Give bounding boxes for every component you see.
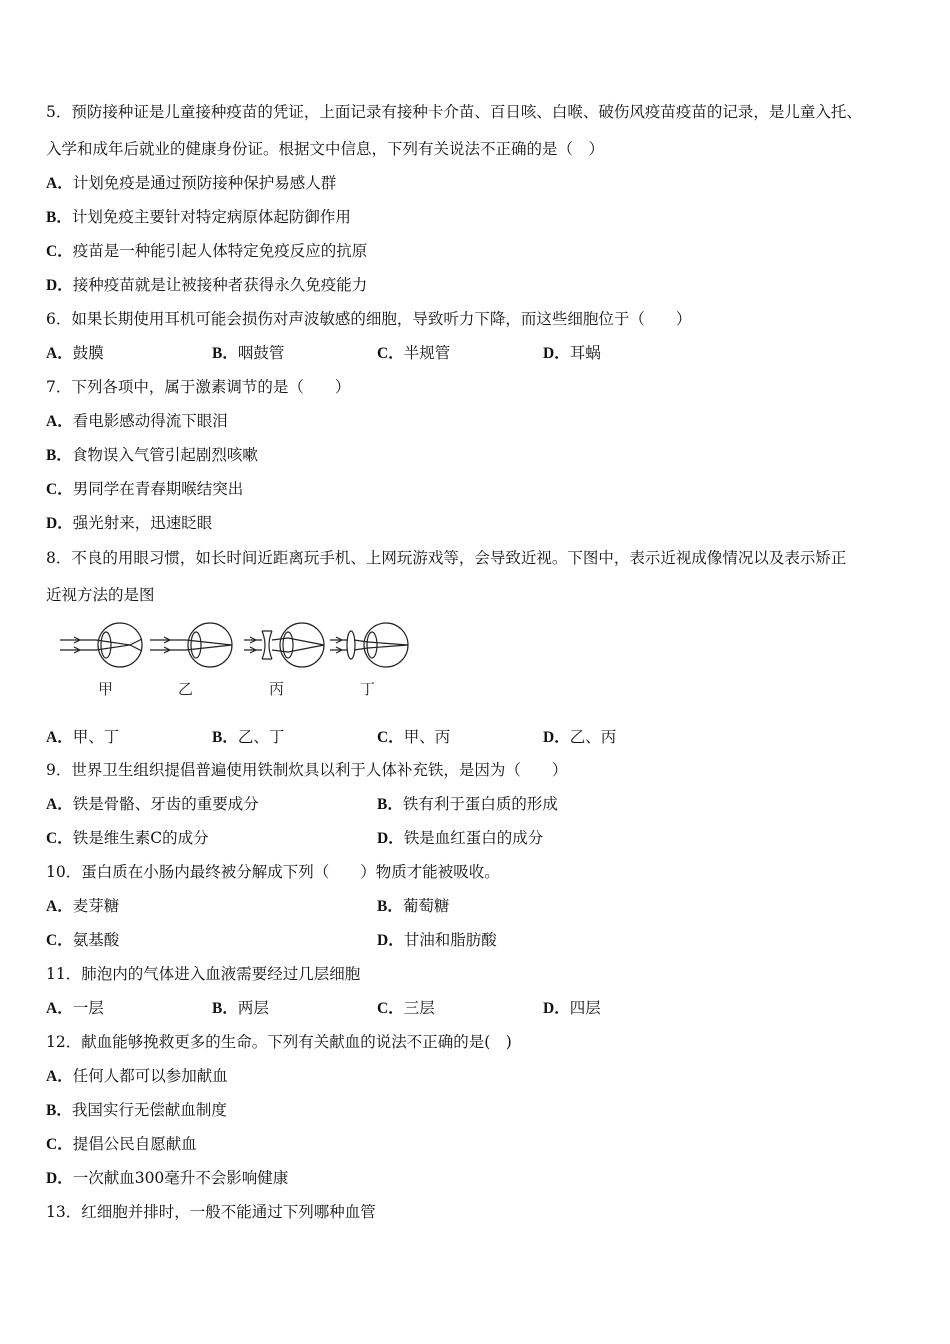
option-text: 鼓膜 (72, 344, 104, 362)
q11-option-b (212, 998, 269, 1019)
q10-option-c (46, 930, 119, 951)
q9-option-a (46, 794, 259, 815)
q11-option-c (377, 998, 435, 1019)
option-text: 一层 (72, 999, 104, 1017)
option-text: 咽鼓管 (237, 344, 285, 362)
option-text: 疫苗是一种能引起人体特定免疫反应的抗原 (72, 242, 368, 260)
option-label: A． (46, 796, 73, 813)
q12-option-c (46, 1134, 197, 1155)
q6-option-c (377, 343, 450, 364)
option-label: D． (377, 932, 404, 949)
option-text: 乙、丙 (569, 728, 617, 746)
option-label: B． (212, 729, 238, 746)
option-text: 计划免疫是通过预防接种保护易感人群 (72, 174, 337, 192)
q5-option-d (46, 275, 367, 296)
q11-option-a (46, 998, 104, 1019)
option-text: 我国实行无偿献血制度 (71, 1101, 227, 1119)
option-label: C． (377, 729, 404, 746)
q7-stem: 7．下列各项中，属于激素调节的是（ ） (46, 378, 351, 396)
q12-option-a (46, 1066, 228, 1087)
option-text: 接种疫苗就是让被接种者获得永久免疫能力 (72, 276, 368, 294)
option-text: 半规管 (403, 344, 451, 362)
option-label: C． (46, 830, 73, 847)
q8-option-d (543, 727, 616, 748)
q11-option-d (543, 998, 601, 1019)
q12-option-b (46, 1100, 227, 1121)
option-text: 铁是维生素C的成分 (72, 829, 209, 847)
figure-label-ding: 丁 (360, 680, 376, 698)
q11-stem: 11．肺泡内的气体进入血液需要经过几层细胞 (46, 965, 361, 983)
option-label: A． (46, 345, 73, 362)
q6-option-d (543, 343, 601, 364)
q10-option-d (377, 930, 497, 951)
q9-option-b (377, 794, 558, 815)
eye-diagram-figure (56, 622, 416, 700)
option-text: 铁是骨骼、牙齿的重要成分 (72, 795, 259, 813)
option-text: 任何人都可以参加献血 (72, 1067, 228, 1085)
option-label: A． (46, 413, 73, 430)
option-label: A． (46, 1000, 73, 1017)
option-label: B． (377, 898, 403, 915)
option-text: 强光射来，迅速眨眼 (72, 514, 213, 532)
q8-option-c (377, 727, 450, 748)
q12-stem: 12．献血能够挽救更多的生命。下列有关献血的说法不正确的是( ) (46, 1033, 512, 1051)
option-label: D． (46, 1170, 73, 1187)
q9-stem: 9．世界卫生组织提倡普遍使用铁制炊具以利于人体补充铁，是因为（ ） (46, 761, 568, 779)
option-label: D． (543, 345, 570, 362)
option-text: 甲、丁 (72, 728, 120, 746)
eye-diagram-yi (150, 623, 232, 667)
q5-option-c (46, 241, 367, 262)
option-label: D． (543, 729, 570, 746)
option-label: A． (46, 898, 73, 915)
q13-stem: 13．红细胞并排时，一般不能通过下列哪种血管 (46, 1203, 376, 1221)
option-text: 三层 (403, 999, 435, 1017)
q5-stem-line2: 入学和成年后就业的健康身份证。根据文中信息，下列有关说法不正确的是（ ） (46, 140, 605, 158)
option-label: A． (46, 1068, 73, 1085)
q8-stem-line2: 近视方法的是图 (46, 586, 155, 604)
option-label: B． (212, 345, 238, 362)
q10-option-a (46, 896, 119, 917)
q7-option-a (46, 411, 228, 432)
q7-option-b (46, 445, 258, 466)
option-label: C． (46, 1136, 73, 1153)
figure-label-yi: 乙 (178, 680, 194, 698)
option-label: B． (46, 447, 72, 464)
eye-diagram-ding (330, 623, 408, 667)
option-label: B． (377, 796, 403, 813)
option-text: 铁有利于蛋白质的形成 (402, 795, 558, 813)
option-text: 食物误入气管引起剧烈咳嗽 (71, 446, 258, 464)
option-text: 麦芽糖 (72, 897, 120, 915)
q8-stem-line1: 8．不良的用眼习惯，如长时间近距离玩手机、上网玩游戏等，会导致近视。下图中，表示近视成像情况以及表示矫正 (46, 549, 847, 567)
option-text: 提倡公民自愿献血 (72, 1135, 197, 1153)
q7-option-c (46, 479, 243, 500)
q6-option-a (46, 343, 104, 364)
option-label: C． (46, 481, 73, 498)
option-label: C． (377, 1000, 404, 1017)
q5-option-a (46, 173, 336, 194)
option-text: 计划免疫主要针对特定病原体起防御作用 (71, 208, 351, 226)
option-text: 乙、丁 (237, 728, 285, 746)
option-text: 甲、丙 (403, 728, 451, 746)
q8-option-b (212, 727, 284, 748)
option-text: 两层 (237, 999, 269, 1017)
option-label: D． (46, 277, 73, 294)
q9-option-c (46, 828, 209, 849)
option-label: D． (46, 515, 73, 532)
figure-label-jia: 甲 (98, 680, 114, 698)
eye-diagram-jia (60, 623, 142, 667)
q5-stem-line1: 5．预防接种证是儿童接种疫苗的凭证，上面记录有接种卡介苗、百日咳、白喉、破伤风疫苗疫苗的记录，是儿童入托、 (46, 103, 862, 121)
q10-option-b (377, 896, 449, 917)
q10-stem: 10．蛋白质在小肠内最终被分解成下列（ ）物质才能被吸收。 (46, 863, 500, 881)
q7-option-d (46, 513, 212, 534)
option-text: 甘油和脂肪酸 (403, 931, 497, 949)
option-label: B． (212, 1000, 238, 1017)
q5-option-b (46, 207, 351, 228)
option-label: A． (46, 729, 73, 746)
eye-diagram-bing (244, 623, 324, 667)
q12-option-d (46, 1168, 288, 1189)
q6-option-b (212, 343, 284, 364)
option-label: C． (46, 932, 73, 949)
option-text: 四层 (569, 999, 601, 1017)
option-text: 葡萄糖 (402, 897, 450, 915)
option-text: 氨基酸 (72, 931, 120, 949)
option-label: D． (543, 1000, 570, 1017)
option-text: 男同学在青春期喉结突出 (72, 480, 244, 498)
option-label: D． (377, 830, 404, 847)
option-text: 看电影感动得流下眼泪 (72, 412, 228, 430)
q9-option-d (377, 828, 543, 849)
option-text: 一次献血300毫升不会影响健康 (72, 1169, 289, 1187)
q6-stem: 6．如果长期使用耳机可能会损伤对声波敏感的细胞，导致听力下降，而这些细胞位于（ ） (46, 310, 692, 328)
option-label: C． (46, 243, 73, 260)
option-label: B． (46, 1102, 72, 1119)
option-label: B． (46, 209, 72, 226)
option-text: 耳蜗 (569, 344, 601, 362)
option-label: C． (377, 345, 404, 362)
q8-option-a (46, 727, 119, 748)
option-text: 铁是血红蛋白的成分 (403, 829, 544, 847)
figure-label-bing: 丙 (269, 680, 285, 698)
option-label: A． (46, 175, 73, 192)
